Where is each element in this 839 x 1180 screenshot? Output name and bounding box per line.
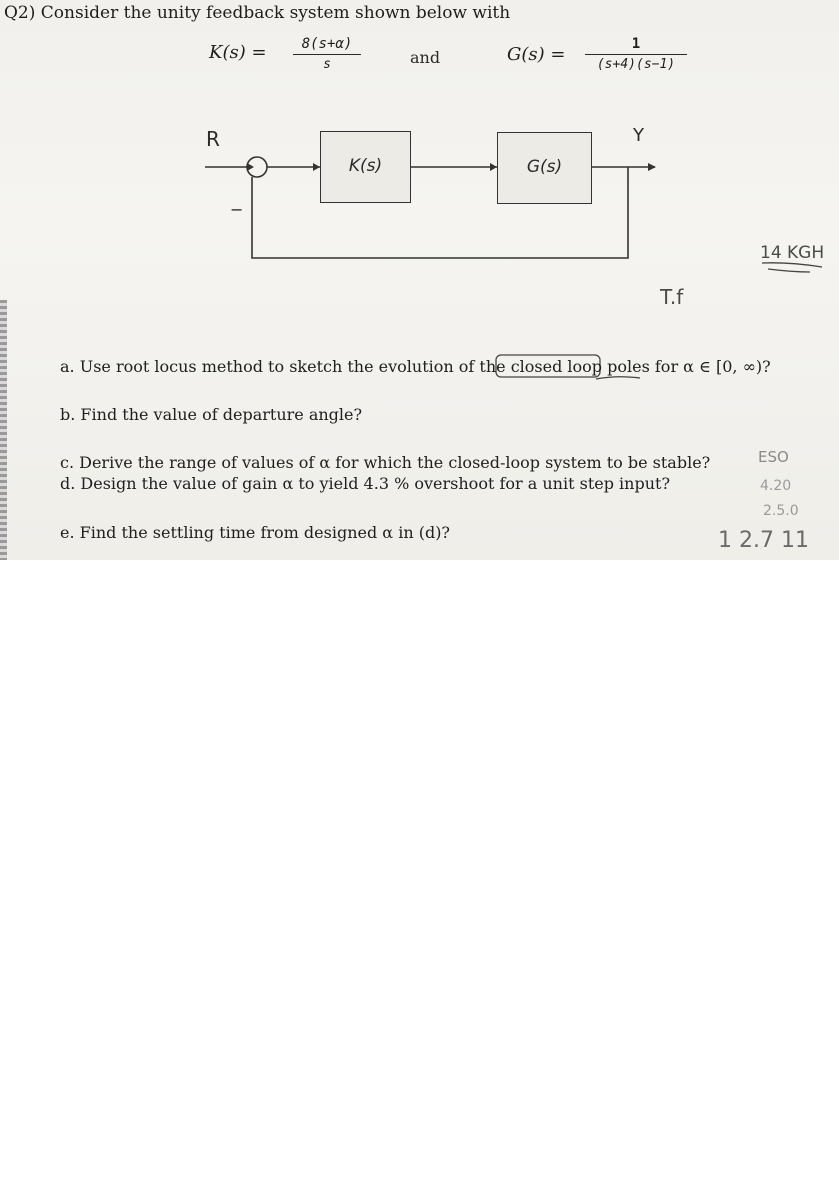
plant-label: G(s) [526,157,563,177]
question-a: a. Use root locus method to sketch the evolution of the closed loop poles for α ∈ [0, ∞)? [60,357,771,376]
underline-mark-1 [762,263,822,267]
question-b: b. Find the value of departure angle? [60,405,363,424]
controller-label: K(s) [348,156,383,176]
and-word: and [410,48,441,67]
input-label: R [206,127,220,151]
g-denominator: (s+4)(s−1) [596,57,676,72]
handwritten-note-c: ESO [758,448,789,466]
output-label: Y [633,125,644,146]
handwritten-note-top-right: 14 KGH [760,243,825,263]
handwritten-note-e: 2.5.0 [763,503,799,519]
question-c: c. Derive the range of values of α for which the closed-loop system to be stable? [60,453,711,472]
question-d: d. Design the value of gain α to yield 4.3 % overshoot for a unit step input? [60,474,671,493]
k-lhs: K(s) = [209,42,267,63]
g-lhs: G(s) = [507,44,566,65]
handwritten-note-tf: T.f [660,285,684,309]
scanned-page [0,0,839,560]
underline-mark-2 [768,269,810,272]
question-e: e. Find the settling time from designed α in (d)? [60,523,451,542]
minus-sign: − [230,200,244,219]
handwritten-note-bottom: 1 2.7 11 [718,528,809,553]
g-numerator: 1 [631,36,641,52]
k-numerator: 8(s+α) [301,36,353,52]
underline-mark-3 [596,377,640,379]
problem-title: Q2) Consider the unity feedback system shown below with [4,3,511,23]
handwritten-note-d: 4.20 [760,478,792,494]
k-denominator: s [323,57,331,72]
